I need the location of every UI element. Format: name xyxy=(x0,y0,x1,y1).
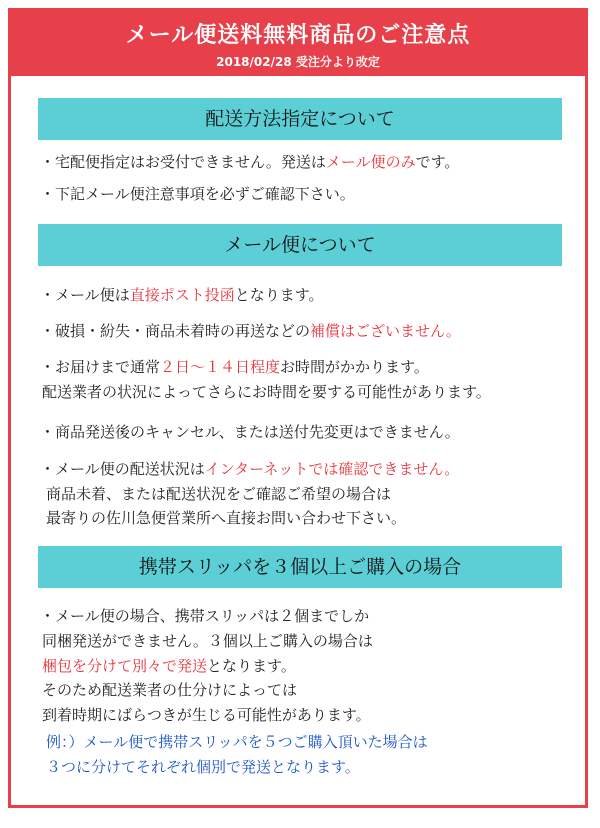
text: ・破損・紛失・商品未着時の再送などの xyxy=(40,322,311,340)
revision-date: 2018/02/28 受注分より改定 xyxy=(216,55,380,69)
section-heading-slipper-order: 携帯スリッパを３個以上ご購入の場合 xyxy=(38,546,562,588)
list-item-continuation: 商品未着、または配送状況をご確認ご希望の場合は xyxy=(46,485,392,503)
list-item: ・下記メール便注意事項を必ずご確認下さい。 xyxy=(40,185,355,203)
list-item-continuation: 最寄りの佐川急便営業所へ直接お問い合わせ下さい。 xyxy=(46,509,407,527)
text: となります。 xyxy=(234,286,324,304)
highlight-text: 直接ポスト投函 xyxy=(129,286,235,304)
list-item xyxy=(40,458,459,480)
header-banner xyxy=(8,8,588,76)
list-item-continuation: 到着時期にばらつきが生じる可能性があります。 xyxy=(42,706,371,724)
list-item-continuation: 同梱発送ができません。３個以上ご購入の場合は xyxy=(42,632,373,650)
highlight-text: ２日～１４日程度 xyxy=(160,358,281,376)
text: お時間がかかります。 xyxy=(280,358,429,376)
highlight-text: メール便のみ xyxy=(325,153,416,171)
section-heading-mail-service: メール便について xyxy=(38,224,562,266)
example-note: 例：）メール便で携帯スリッパを５つご購入頂いた場合は xyxy=(46,733,428,751)
list-item-continuation xyxy=(42,655,296,677)
highlight-text: 梱包を分けて別々で発送 xyxy=(42,657,208,675)
text: ・メール便は xyxy=(40,286,130,304)
list-item xyxy=(40,320,461,342)
text: ・お届けまで通常 xyxy=(40,358,161,376)
list-item-continuation: そのため配送業者の仕分けによっては xyxy=(42,681,298,699)
list-item xyxy=(40,284,324,306)
example-note: ３つに分けてそれぞれ個別で発送となります。 xyxy=(46,758,360,776)
text: となります。 xyxy=(207,657,296,675)
text: です。 xyxy=(415,153,460,171)
list-item xyxy=(40,151,459,173)
list-item-continuation: 配送業者の状況によってさらにお時間を要する可能性があります。 xyxy=(42,383,491,401)
highlight-text: 補償はございません。 xyxy=(310,322,461,340)
text: ・宅配便指定はお受付できません。発送は xyxy=(40,153,326,171)
highlight-text: インターネットでは確認できません。 xyxy=(204,460,460,478)
list-item: ・商品発送後のキャンセル、または送付先変更はできません。 xyxy=(40,423,460,441)
list-item: ・メール便の場合、携帯スリッパは２個までしか xyxy=(40,607,370,625)
section-heading-shipping-method: 配送方法指定について xyxy=(38,98,562,140)
text: ・メール便の配送状況は xyxy=(40,460,205,478)
list-item xyxy=(40,356,429,378)
page-title: メール便送料無料商品のご注意点 xyxy=(125,23,471,48)
